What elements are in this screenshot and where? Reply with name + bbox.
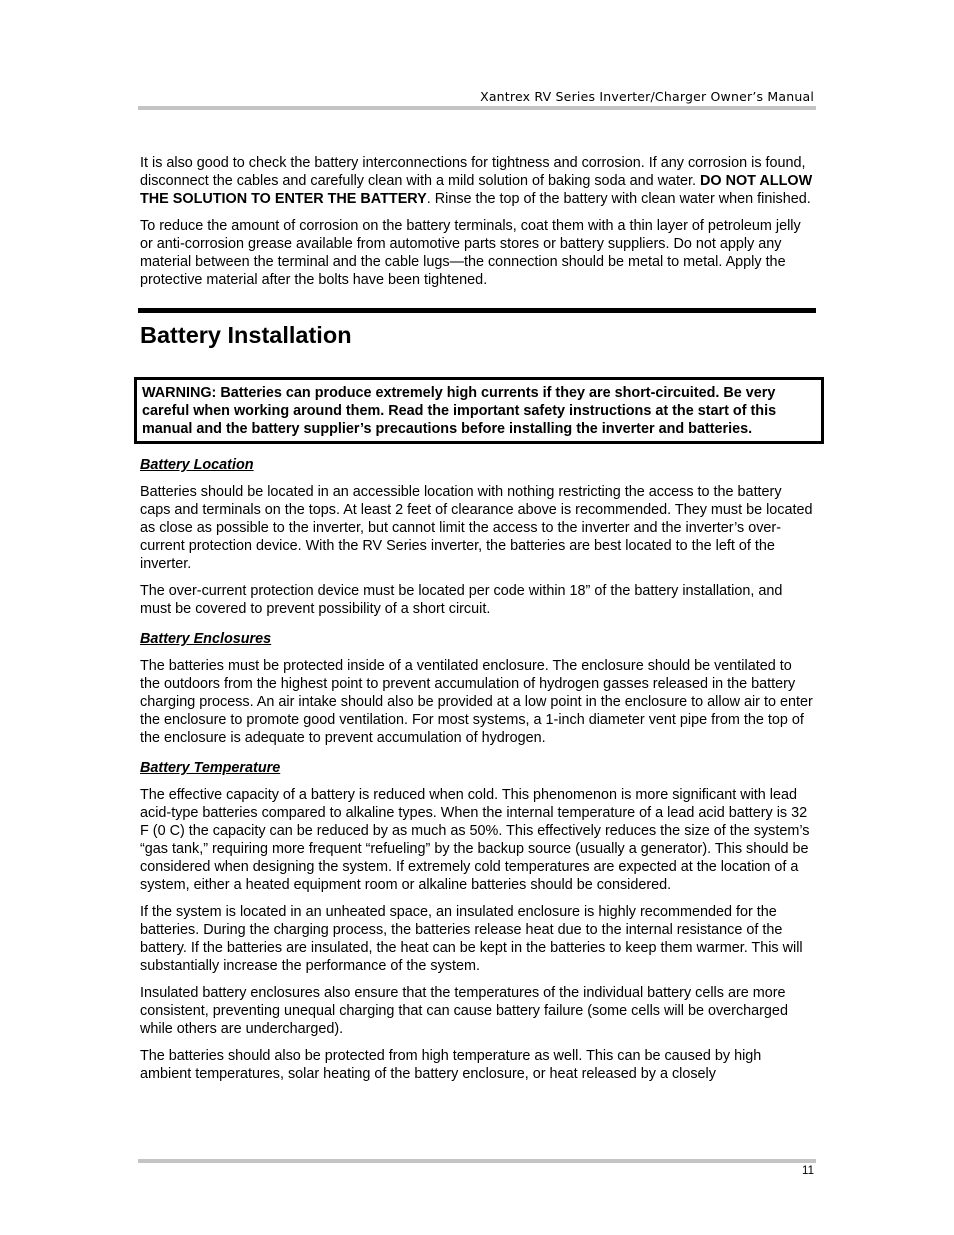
temperature-paragraph-3: Insulated battery enclosures also ensure that the temperatures of the individual battery cells are more consistent, preventing unequal charging that can cause battery failure (some cells will be overcharged while others are undercharged). [140, 985, 788, 1037]
temperature-paragraph-2: If the system is located in an unheated space, an insulated enclosure is highly recommended for the batteries. During the charging process, the batteries release heat due to the internal resistance of the battery. If the batteries are insulated, the heat can be kept in the batteries to keep them warmer. This will substantially increase the performance of the system. [140, 904, 803, 974]
location-paragraph-1: Batteries should be located in an accessible location with nothing restricting the access to the battery caps and terminals on the tops. At least 2 feet of clearance above is recommended. They must be located as close as possible to the inverter, but cannot limit the access to the inverter and the inverter’s over-current protection device. With the RV Series inverter, the batteries are best located to the left of the inverter. [140, 484, 813, 572]
page-number: 11 [802, 1165, 814, 1177]
header-title: Xantrex RV Series Inverter/Charger Owner’s Manual [480, 89, 814, 104]
temperature-paragraph-4: The batteries should also be protected from high temperature as well. This can be caused by high ambient temperatures, solar heating of the battery enclosure, or heat released by a closely [140, 1048, 762, 1082]
section-title: Battery Installation [140, 322, 352, 348]
enclosures-heading: Battery Enclosures [140, 631, 272, 647]
header-rule [138, 106, 816, 110]
footer-rule [138, 1159, 816, 1163]
warning-box: WARNING: Batteries can produce extremely high currents if they are short-circuited. Be very careful when working around them. Read the important safety instructions at the start of this manual and the battery supplier’s precautions before installing the inverter and batteries. [134, 377, 824, 444]
temperature-paragraph-1: The effective capacity of a battery is reduced when cold. This phenomenon is more significant with lead acid-type batteries compared to alkaline types. When the internal temperature of a lead acid battery is 32 F (0 C) the capacity can be reduced by as much as 50%. This effectively reduces the size of the system’s “gas tank,” requiring more frequent “refueling” by the backup source (usually a generator). This should be considered when designing the system. If extremely cold temperatures are expected at the location of a system, either a heated equipment room or alkaline batteries should be considered. [140, 787, 810, 893]
intro-p1-end: . Rinse the top of the battery with clean water when finished. [426, 191, 811, 207]
temperature-heading: Battery Temperature [140, 760, 281, 776]
intro-paragraph-2: To reduce the amount of corrosion on the battery terminals, coat them with a thin layer of petroleum jelly or anti-corrosion grease available from automotive parts stores or battery suppliers. Do not apply any material between the terminal and the cable lugs—the connection should be metal to metal. Apply the protective material after the bolts have been tightened. [140, 218, 801, 288]
intro-p1-bold: DO NOT ALLOW THE SOLUTION TO ENTER THE BATTERY [140, 173, 813, 207]
intro-p1-start: It is also good to check the battery interconnections for tightness and corrosion. If any corrosion is found, disconnect the cables and carefully clean with a mild solution of baking soda and water. [140, 155, 806, 189]
intro-paragraph-1 [140, 154, 814, 208]
location-heading: Battery Location [140, 457, 254, 473]
section-rule [138, 308, 816, 313]
enclosures-paragraph-1: The batteries must be protected inside of a ventilated enclosure. The enclosure should be ventilated to the outdoors from the highest point to prevent accumulation of hydrogen gasses released in the battery charging process. An air intake should also be provided at a low point in the enclosure to allow air to enter the enclosure to promote good ventilation. For most systems, a 1-inch diameter vent pipe from the top of the enclosure is adequate to prevent accumulation of hydrogen. [140, 658, 813, 746]
location-paragraph-2: The over-current protection device must be located per code within 18” of the battery installation, and must be covered to prevent possibility of a short circuit. [140, 583, 783, 617]
page-content [140, 154, 814, 1092]
